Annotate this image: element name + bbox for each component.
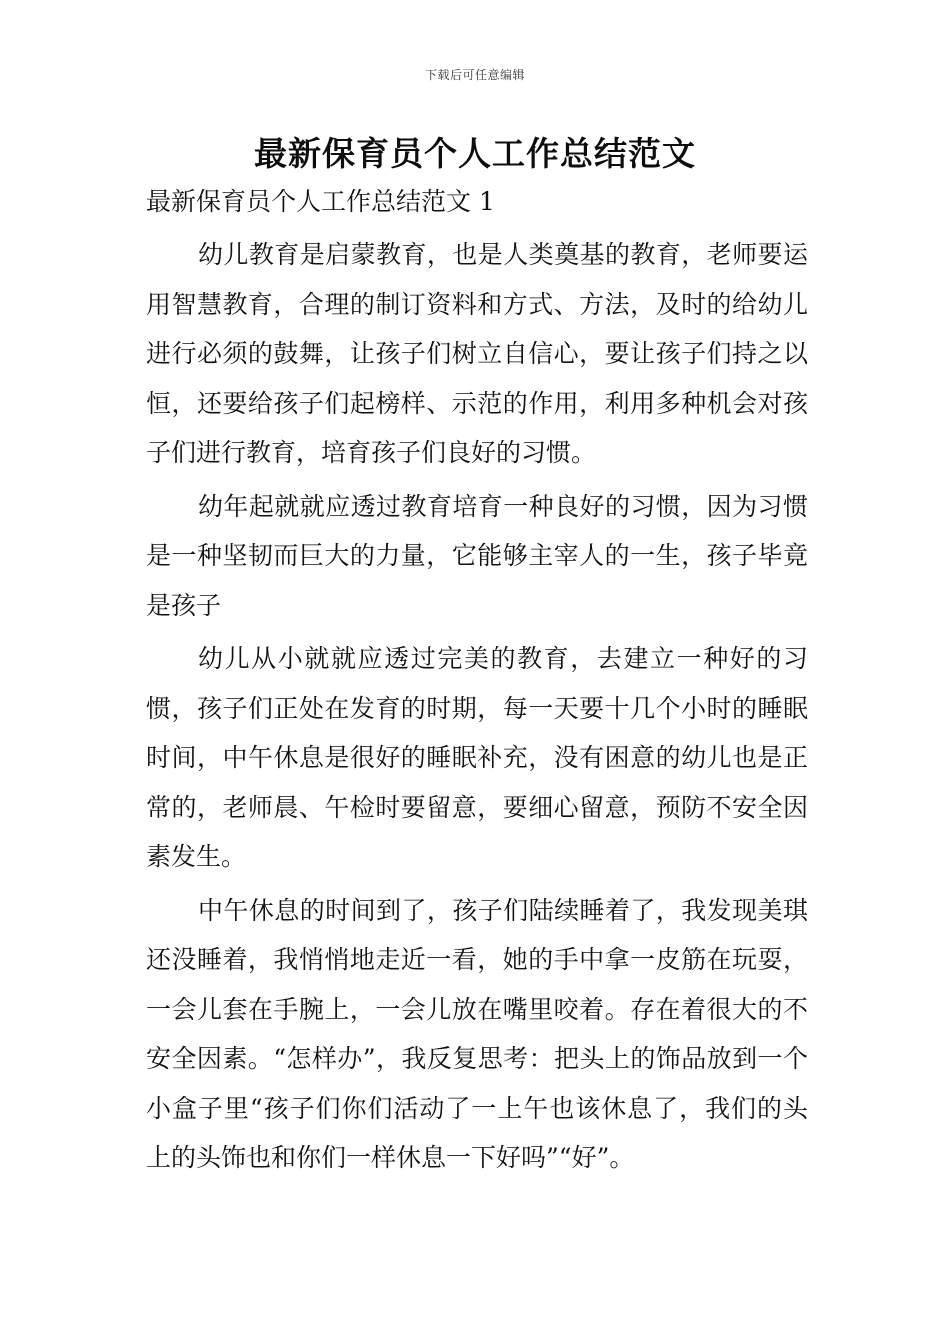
document-title: 最新保育员个人工作总结范文 [254, 134, 696, 173]
document-body [146, 230, 808, 1187]
paragraph-2: 幼年起就就应透过教育培育一种良好的习惯，因为习惯是一种坚韧而巨大的力量，它能够主宰人的一生，孩子毕竟是孩子 [146, 491, 808, 620]
paragraph-1: 幼儿教育是启蒙教育，也是人类奠基的教育，老师要运用智慧教育，合理的制订资料和方式、方法，及时的给幼儿进行必须的鼓舞，让孩子们树立自信心，要让孩子们持之以恒，还要给孩子们起榜样、示范的作用，利用多种机会对孩子们进行教育，培育孩子们良好的习惯。 [146, 240, 808, 467]
section-subtitle: 最新保育员个人工作总结范文 1 [146, 187, 495, 216]
paragraph-4: 中午休息的时间到了，孩子们陆续睡着了，我发现美琪还没睡着，我悄悄地走近一看，她的手中拿一皮筋在玩耍，一会儿套在手腕上，一会儿放在嘴里咬着。存在着很大的不安全因素。“怎样办”，我反复思考：把头上的饰品放到一个小盒子里“孩子们你们活动了一上午也该休息了，我们的头上的头饰也和你们一样休息一下好吗”“好”。 [146, 895, 808, 1172]
paragraph-3: 幼儿从小就就应透过完美的教育，去建立一种好的习惯，孩子们正处在发育的时期，每一天要十几个小时的睡眠时间，中午休息是很好的睡眠补充，没有困意的幼儿也是正常的，老师晨、午检时要留意，要细心留意，预防不安全因素发生。 [146, 644, 808, 871]
header-note: 下载后可任意编辑 [424, 68, 525, 82]
